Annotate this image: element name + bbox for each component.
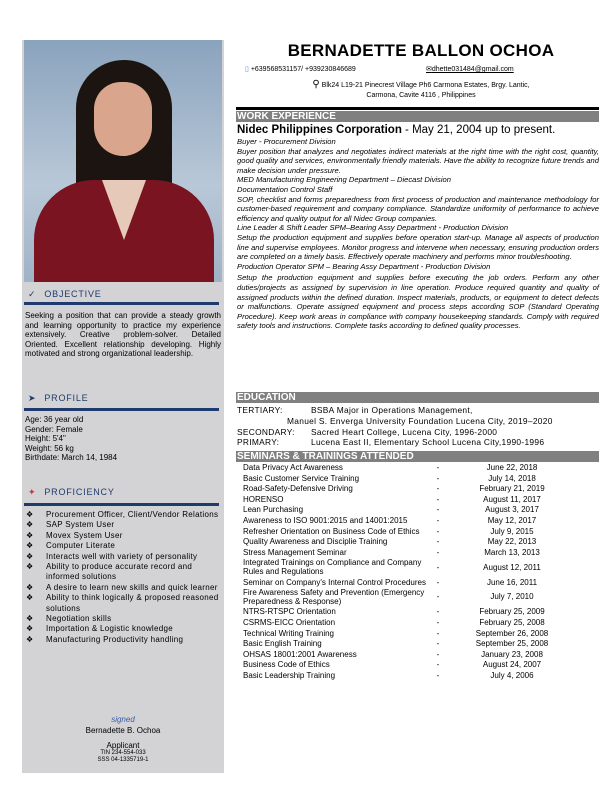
seminar-name: Integrated Trainings on Compliance and Company Rules and Regulations	[243, 558, 422, 576]
seminar-date: August 3, 2017	[485, 505, 539, 515]
seminar-name: Lean Purchasing	[243, 505, 304, 515]
skill-item: ❖ A desire to learn new skills and quick learner	[26, 583, 222, 593]
profile-list	[25, 415, 117, 463]
seminar-row	[243, 618, 578, 629]
job-description: Buyer position that analyzes and negotiates indirect materials at the right time with the right cost, quantity, good quality and services, environmentally friendly materials. Have the ability to recognize future trends and make decision under pressure.	[237, 146, 599, 175]
job-description: SOP, checklist and forms preparedness from first process of production and maintenance methodology for customer-based requirement and company compliance. Standardize uniformity of performance to achieve efficiency and quality output for all Nidec Group companies.	[237, 194, 599, 223]
skill-item: ❖ Ability to produce accurate record and informed solutions	[26, 562, 222, 583]
separator: -	[436, 562, 440, 572]
seminar-row	[243, 650, 578, 661]
company-name: Nidec Philippines Corporation	[237, 124, 402, 136]
separator: -	[436, 649, 440, 659]
seminar-date: July 7, 2010	[490, 592, 534, 602]
separator: -	[436, 526, 440, 536]
seminar-row	[243, 548, 578, 559]
separator: -	[436, 473, 440, 483]
seminar-date: June 22, 2018	[486, 463, 538, 472]
profile-item: Weight: 56 kg	[25, 443, 74, 453]
signature: signed	[111, 715, 135, 724]
work-heading: WORK EXPERIENCE	[236, 111, 599, 122]
job-title: Production Operator SPM – Bearing Assy Department - Production Division	[237, 261, 491, 271]
seminar-date: August 24, 2007	[482, 660, 542, 670]
mail-icon: ✉	[426, 66, 432, 73]
signer-name: Bernadette B. Ochoa	[85, 726, 161, 735]
job-description: Setup the production equipment and supplies before operation start-up. Manage all aspects of production line and supervise employees. Monitor progress and intervene when necessary, ensuring production orders are completed on a timely basis. Effectively operate machinery and performs minor troubleshooting.	[237, 232, 599, 262]
seminar-name: Basic Leadership Training	[243, 670, 336, 680]
header-divider	[236, 107, 599, 110]
applicant-name: BERNADETTE BALLON OCHOA	[287, 41, 555, 60]
seminar-name: HORENSO	[243, 494, 284, 504]
divider	[24, 503, 219, 506]
seminar-name: Quality Awareness and Disciplie Training	[243, 537, 388, 547]
seminar-row	[243, 516, 578, 527]
seminar-row	[243, 660, 578, 671]
seminar-date: March 13, 2013	[484, 547, 540, 557]
seminar-row	[243, 495, 578, 506]
skill-item: ❖ Movex System User	[26, 531, 222, 541]
seminar-date: September 25, 2008	[475, 639, 549, 649]
skill-item: ❖ SAP System User	[26, 520, 222, 530]
seminar-name: Basic English Training	[243, 639, 322, 649]
skill-item: ❖ Computer Literate	[26, 541, 222, 551]
seminar-row	[243, 671, 578, 682]
skill-item: ❖ Importation & Logistic knowledge	[26, 624, 222, 634]
separator: -	[436, 537, 440, 547]
edu-label: SECONDARY:	[237, 426, 295, 437]
profile-item: Height: 5'4"	[25, 434, 66, 444]
edu-label: TERTIARY:	[237, 405, 283, 415]
seminar-name: Refresher Orientation on Business Code of Ethics	[243, 526, 420, 536]
seminar-name: Seminar on Company's Internal Control Procedures	[243, 577, 426, 587]
seminar-date: September 26, 2008	[475, 628, 549, 638]
seminar-name: OHSAS 18001:2001 Awareness	[243, 649, 357, 659]
phone-number: +639568531157/ +939230846689	[250, 66, 356, 73]
seminar-name: Fire Awareness Safety and Prevention (Emergency Preparedness & Response)	[243, 588, 425, 606]
seminar-name: NTRS-RTSPC Orientation	[243, 607, 336, 617]
job-title: Buyer - Procurement Division	[237, 137, 336, 146]
location-pin-icon: ⚲	[312, 79, 320, 90]
seminar-date: January 23, 2008	[481, 649, 543, 659]
seminar-name: Technical Writing Training	[243, 628, 335, 638]
job-title: Line Leader & Shift Leader SPM–Bearing Assy Department - Production Division	[237, 223, 509, 233]
seminars-list	[243, 463, 578, 681]
edu-label: PRIMARY:	[237, 437, 280, 448]
seminars-heading: SEMINARS & TRAININGS ATTENDED	[236, 451, 599, 462]
separator: -	[436, 660, 440, 670]
separator: -	[436, 494, 440, 504]
seminar-date: July 14, 2018	[488, 473, 536, 483]
seminar-row	[243, 607, 578, 618]
seminar-date: May 12, 2017	[487, 515, 537, 525]
separator: -	[436, 639, 440, 649]
separator: -	[436, 577, 440, 587]
separator: -	[436, 463, 440, 472]
skill-item: ❖ Interacts well with variety of personality	[26, 552, 222, 562]
seminar-row	[243, 484, 578, 495]
seminar-row	[243, 629, 578, 640]
address-line: Carmona, Cavite 4116 , Philippines	[366, 92, 476, 99]
sss-number: SSS 04-1335719-1	[97, 757, 149, 763]
seminar-name: Data Privacy Act Awareness	[243, 463, 343, 472]
address	[236, 80, 606, 101]
seminar-row	[243, 527, 578, 538]
email-link[interactable]: dhette031484@gmail.com	[431, 66, 514, 73]
signature-block	[22, 715, 224, 764]
work-period: - May 21, 2004 up to present.	[401, 124, 556, 136]
seminar-date: June 16, 2011	[486, 577, 538, 587]
education-heading: EDUCATION	[236, 392, 599, 403]
seminar-name: Stress Management Seminar	[243, 547, 347, 557]
seminar-name: Awareness to ISO 9001:2015 and 14001:2015	[243, 515, 408, 525]
seminar-name: Business Code of Ethics	[243, 660, 330, 670]
company-line	[237, 124, 599, 137]
arrow-icon: ➤	[28, 393, 37, 403]
separator: -	[436, 515, 440, 525]
separator: -	[436, 670, 440, 680]
sidebar	[22, 40, 224, 773]
seminar-row	[243, 474, 578, 485]
profile-item: Gender: Female	[25, 424, 83, 434]
separator: -	[436, 592, 440, 602]
education	[237, 405, 599, 448]
seminar-row	[243, 578, 578, 589]
seminar-name: CSRMS-EICC Orientation	[243, 617, 336, 627]
profile-photo	[24, 40, 222, 282]
seminar-date: August 11, 2017	[483, 494, 541, 504]
seminar-row	[243, 558, 578, 577]
phone-icon: ▯	[245, 66, 249, 73]
work-experience	[237, 124, 599, 331]
seminar-date: July 4, 2006	[490, 670, 534, 680]
seminar-date: February 25, 2008	[479, 617, 545, 627]
separator: -	[436, 607, 440, 617]
skill-item: ❖ Negotiation skills	[26, 614, 222, 624]
star-icon: ✦	[28, 487, 37, 497]
seminar-row	[243, 588, 578, 607]
profile-item: Birthdate: March 14, 1984	[25, 453, 118, 463]
divider	[24, 408, 219, 411]
seminar-row	[243, 463, 578, 474]
check-icon: ✓	[28, 289, 37, 299]
phone	[245, 65, 356, 73]
tin-number: TIN 234-554-033	[100, 750, 146, 756]
seminar-row	[243, 639, 578, 650]
address-line: Blk24 L19-21 Pinecrest Village Ph6 Carmona Estates, Brgy. Lantic,	[321, 82, 530, 89]
signer-role: Applicant	[106, 741, 140, 750]
email[interactable]	[426, 65, 514, 73]
proficiency-heading: ✦ PROFICIENCY	[28, 487, 115, 497]
skill-item: ❖ Procurement Officer, Client/Vendor Relations	[26, 510, 222, 520]
proficiency-list	[26, 510, 222, 645]
objective-text: Seeking a position that can provide a steady growth and learning opportunity to practice my experience extensively. Creative problem-solver. Detailed Oriented. Excellent relationship developing. Highly motivated and strong organizational leadership.	[25, 311, 221, 359]
separator: -	[436, 505, 440, 515]
separator: -	[436, 484, 440, 494]
separator: -	[436, 547, 440, 557]
edu-value: Sacred Heart College, Lucena City, 1996-2000	[311, 426, 498, 437]
seminar-date: February 25, 2009	[479, 607, 545, 617]
separator: -	[436, 628, 440, 638]
divider	[24, 302, 219, 305]
edu-value: BSBA Major in Operations Management,	[311, 405, 473, 415]
department: MED Manufacturing Engineering Department – Diecast Division	[237, 175, 451, 185]
seminar-name: Basic Customer Service Training	[243, 473, 360, 483]
skill-item: ❖ Ability to think logically & proposed reasoned solutions	[26, 593, 222, 614]
seminar-date: July 9, 2015	[490, 526, 534, 536]
profile-item: Age: 36 year old	[25, 415, 84, 424]
seminar-row	[243, 537, 578, 548]
profile-heading: ➤ PROFILE	[28, 393, 89, 403]
seminar-date: August 12, 2011	[483, 562, 541, 572]
skill-item: ❖ Manufacturing Productivity handling	[26, 635, 222, 645]
seminar-row	[243, 505, 578, 516]
seminar-date: May 22, 2013	[487, 537, 537, 547]
seminar-date: February 21, 2019	[479, 484, 545, 494]
job-title: Documentation Control Staff	[237, 184, 333, 194]
seminar-name: Road-Safety-Defensive Driving	[243, 484, 353, 494]
separator: -	[436, 617, 440, 627]
edu-value: Lucena East II, Elementary School Lucena City,1990-1996	[311, 437, 545, 448]
objective-heading: ✓ OBJECTIVE	[28, 289, 102, 299]
job-description: Setup the production equipment and supplies before executing the job orders. Perform any other duties/projects as assigned by supervision in line operation. Produce required quantity and quality of assigned products within the defined duration. Inspect materials, products, or equipment to detect defects or malfunctions. Operate assigned equipment and process steps according SOP (Standard Operating Procedure). Keep work areas in compliance with company housekeeping standards. Comply with required safety tools and instructions. Complete tasks according to defined quality processes.	[237, 273, 599, 331]
edu-value: Manuel S. Enverga University Foundation Lucena City, 2019–2020	[287, 415, 553, 426]
